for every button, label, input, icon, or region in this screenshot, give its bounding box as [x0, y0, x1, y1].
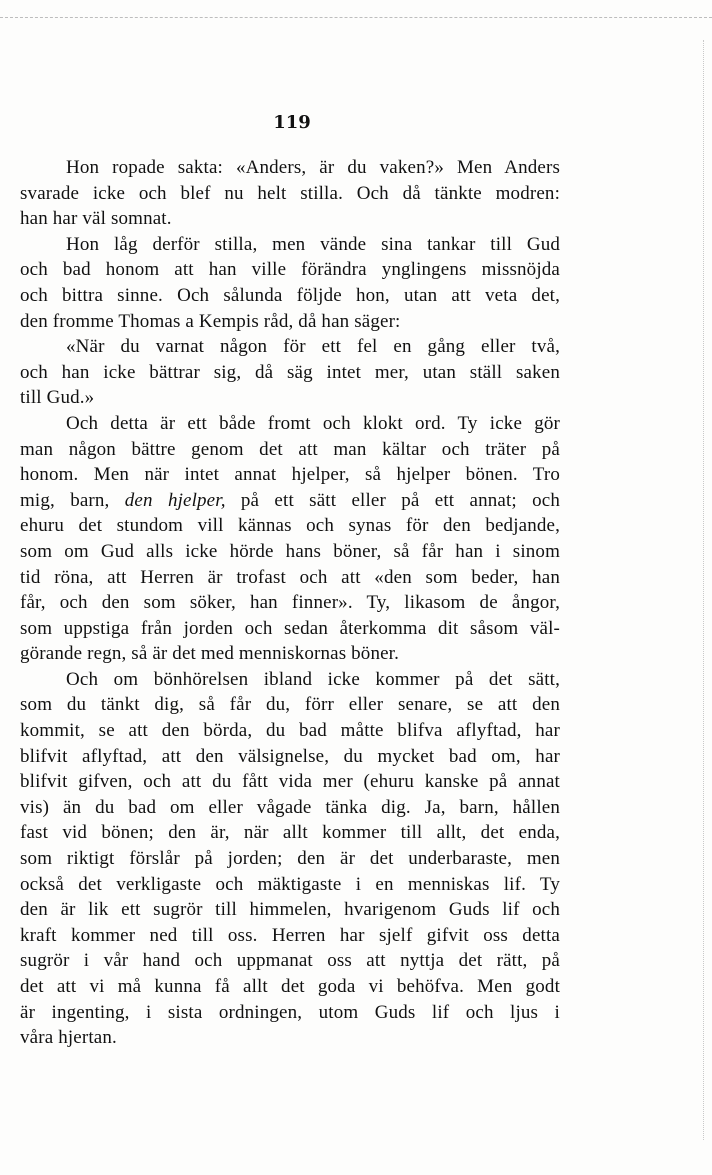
text-line: ehuru det stundom vill kännas och synas för den bedjande,	[20, 515, 560, 537]
text-line: Och om bönhörelsen ibland icke kommer på det sätt,	[66, 668, 560, 690]
text-line: kommit, se att den börda, du bad måtte blifva aflyftad, har	[20, 720, 560, 742]
text-line: som uppstiga från jorden och sedan återkomma dit såsom väl-	[20, 617, 560, 639]
text-line: Hon ropade sakta: «Anders, är du vaken?» Men Anders	[66, 157, 560, 178]
text-line: blifvit gifven, och att du fått vida mer (ehuru kanske på annat	[20, 771, 560, 793]
scan-right-edge	[702, 40, 704, 1140]
text-line: som riktigt förslår på jorden; den är det underbaraste, men	[20, 848, 560, 870]
text-line: det att vi må kunna få allt det goda vi behöfva. Men godt	[20, 976, 560, 997]
text-line: vis) än du bad om eller vågade tänka dig. Ja, barn, hållen	[20, 796, 560, 818]
text-line: den är lik ett sugrör till himmelen, hvarigenom Guds lif och	[20, 899, 560, 921]
text-line: görande regn, så är det med menniskornas böner.	[20, 643, 400, 665]
text-line: svarade icke och blef nu helt stilla. Och då tänkte modren:	[20, 182, 560, 204]
text-line: till Gud.»	[20, 387, 95, 409]
text-line: han har väl somnat.	[20, 208, 172, 230]
text-line: fast vid bönen; den är, när allt kommer till allt, det enda,	[20, 822, 560, 844]
text-line: honom. Men när intet annat hjelper, så hjelper bönen. Tro	[20, 464, 560, 486]
text-segment: på ett sätt eller på ett annat; och	[225, 489, 560, 511]
text-line: den fromme Thomas a Kempis råd, då han säger:	[20, 310, 401, 332]
text-line: också det verkligaste och mäktigaste i en menniskas lif. Ty	[20, 873, 560, 895]
text-line	[20, 488, 560, 514]
text-line: sugrör i vår hand och uppmanat oss att nyttja det rätt, på	[20, 950, 560, 972]
text-line: man någon bättre genom det att man kältar och träter på	[20, 438, 560, 460]
text-line: blifvit aflyftad, att den välsignelse, du mycket bad om, har	[20, 745, 560, 767]
text-line: våra hjertan.	[20, 1027, 117, 1049]
text-line: Hon låg derför stilla, men vände sina tankar till Gud	[66, 233, 560, 255]
text-line: och han icke bättrar sig, då säg intet mer, utan ställ saken	[20, 361, 560, 383]
text-line: som du tänkt dig, så får du, förr eller senare, se att den	[20, 694, 560, 716]
text-line: får, och den som söker, han finner». Ty, likasom de ångor,	[20, 592, 560, 614]
text-line: och bittra sinne. Och sålunda följde hon, utan att veta det,	[20, 284, 560, 306]
text-line: «När du varnat någon för ett fel en gång eller två,	[66, 336, 560, 358]
body-text	[20, 155, 560, 1051]
text-line: tid röna, att Herren är trofast och att «den som beder, han	[20, 566, 560, 588]
page-number: 119	[273, 112, 311, 133]
italic-segment: den hjelper,	[124, 489, 226, 511]
text-line: Och detta är ett både fromt och klokt ord. Ty icke gör	[66, 412, 560, 434]
scan-top-edge	[0, 17, 712, 20]
text-line: kraft kommer ned till oss. Herren har sjelf gifvit oss detta	[20, 924, 560, 946]
text-line: är ingenting, i sista ordningen, utom Guds lif och ljus i	[20, 1001, 560, 1023]
text-line: som om Gud alls icke hörde hans böner, så får han i sinom	[20, 540, 560, 562]
text-line: och bad honom att han ville förändra ynglingens missnöjda	[20, 259, 560, 281]
text-segment: mig, barn,	[20, 489, 125, 511]
